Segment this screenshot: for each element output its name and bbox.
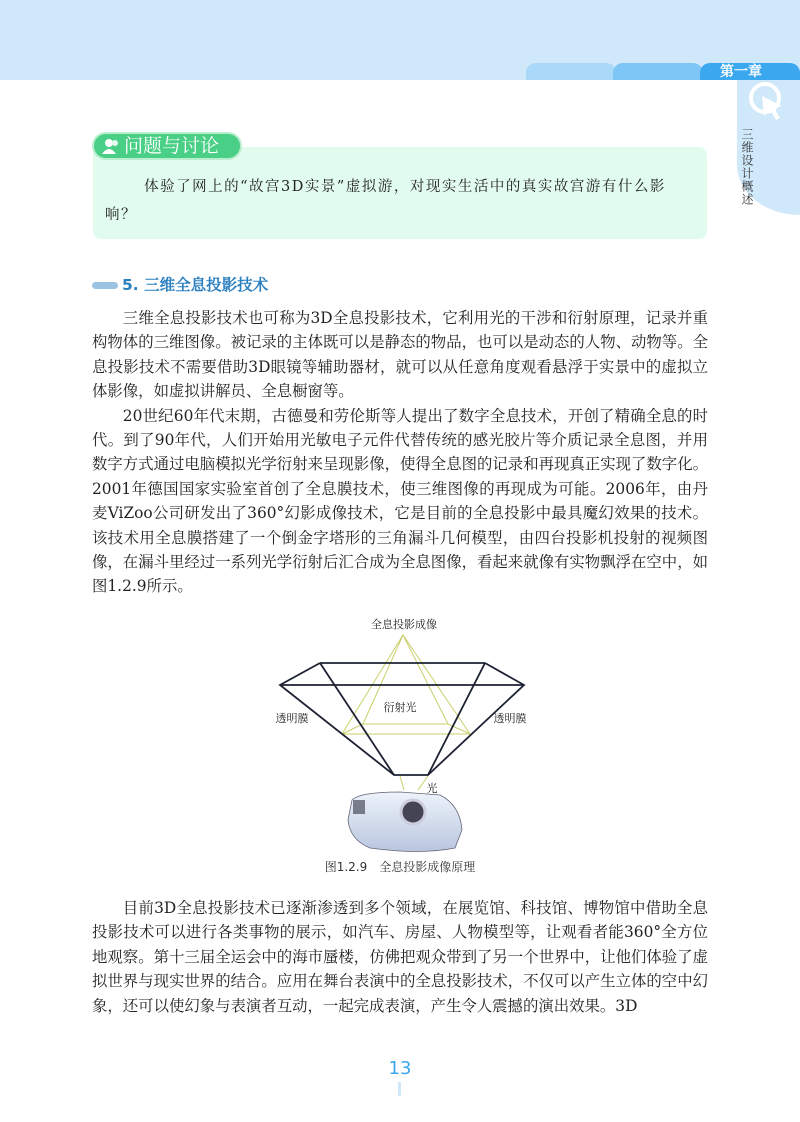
figure-caption: 图1.2.9 全息投影成像原理: [324, 860, 476, 874]
pyramid-frame: [280, 663, 524, 775]
body-text-top: [92, 306, 708, 599]
paragraph: 三维全息投影技术也可称为3D全息投影技术，它利用光的干涉和衍射原理，记录并重构物体的三维图像。被记录的主体既可以是静态的物品，也可以是动态的人物、动物等。全息投影技术不需要借助3D眼镜等辅助器材，就可以从任意角度观看悬浮于实景中的虚拟立体影像，如虚拟讲解员、全息橱窗等。: [92, 309, 708, 401]
heading-bar: [92, 282, 118, 289]
discussion-badge-label: 问题与讨论: [124, 135, 220, 157]
chapter-tab-blank: [613, 63, 703, 80]
discussion-badge: [92, 132, 242, 160]
chapter-tab: 第一章: [700, 63, 800, 80]
paragraph: 目前3D全息投影技术已逐渐渗透到多个领域，在展览馆、科技馆、博物馆中借助全息投影技术可以进行各类事物的展示，如汽车、房屋、人物模型等，让观看者能360°全方位地观察。第十三届全运会中的海市蜃楼，仿佛把观众带到了另一个世界中，让他们体验了虚拟世界与现实世界的结合。应用在舞台表演中的全息投影技术，不仅可以产生立体的空中幻象，还可以使幻象与表演者互动，一起完成表演，产生令人震撼的演出效果。3D: [92, 899, 708, 1015]
discussion-box: [93, 147, 707, 239]
projector: [348, 792, 462, 852]
body-text-bottom: [92, 896, 708, 1018]
label-center: 衍射光: [383, 701, 417, 714]
label-left: 透明膜: [275, 712, 309, 725]
page-marker: [398, 1082, 401, 1096]
label-top: 全息投影成像: [371, 618, 437, 631]
label-light: 光: [426, 782, 438, 795]
cursor-click-icon: [748, 78, 788, 126]
chapter-tab-blank: [526, 63, 616, 80]
paragraph: 20世纪60年代末期，古德曼和劳伦斯等人提出了数字全息技术，开创了精确全息的时代。到了90年代，人们开始用光敏电子元件代替传统的感光胶片等介质记录全息图，并用数字方式通过电脑模拟光学衍射来呈现影像，使得全息图的记录和再现真正实现了数字化。2001年德国国家实验室首创了全息膜技术，使三维图像的再现成为可能。2006年，由丹麦ViZoo公司研发出了360°幻影成像技术，它是目前的全息投影中最具魔幻效果的技术。该技术用全息膜搭建了一个倒金字塔形的三角漏斗几何模型，由四台投影机投射的视频图像，在漏斗里经过一系列光学衍射后汇合成为全息图像，看起来就像有实物飘浮在空中，如图1.2.9所示。: [92, 406, 708, 596]
section-heading-text: 5. 三维全息投影技术: [122, 276, 269, 294]
people-icon: [102, 138, 120, 154]
page-number: 13: [388, 1058, 412, 1079]
hologram-diagram: [260, 610, 540, 860]
discussion-text: 体验了网上的“故宫3D实景”虚拟游，对现实生活中的真实故宫游有什么影响？: [105, 179, 666, 223]
side-title: 三维设计概述: [740, 128, 754, 206]
label-right: 透明膜: [493, 712, 527, 725]
section-heading: [92, 273, 268, 295]
